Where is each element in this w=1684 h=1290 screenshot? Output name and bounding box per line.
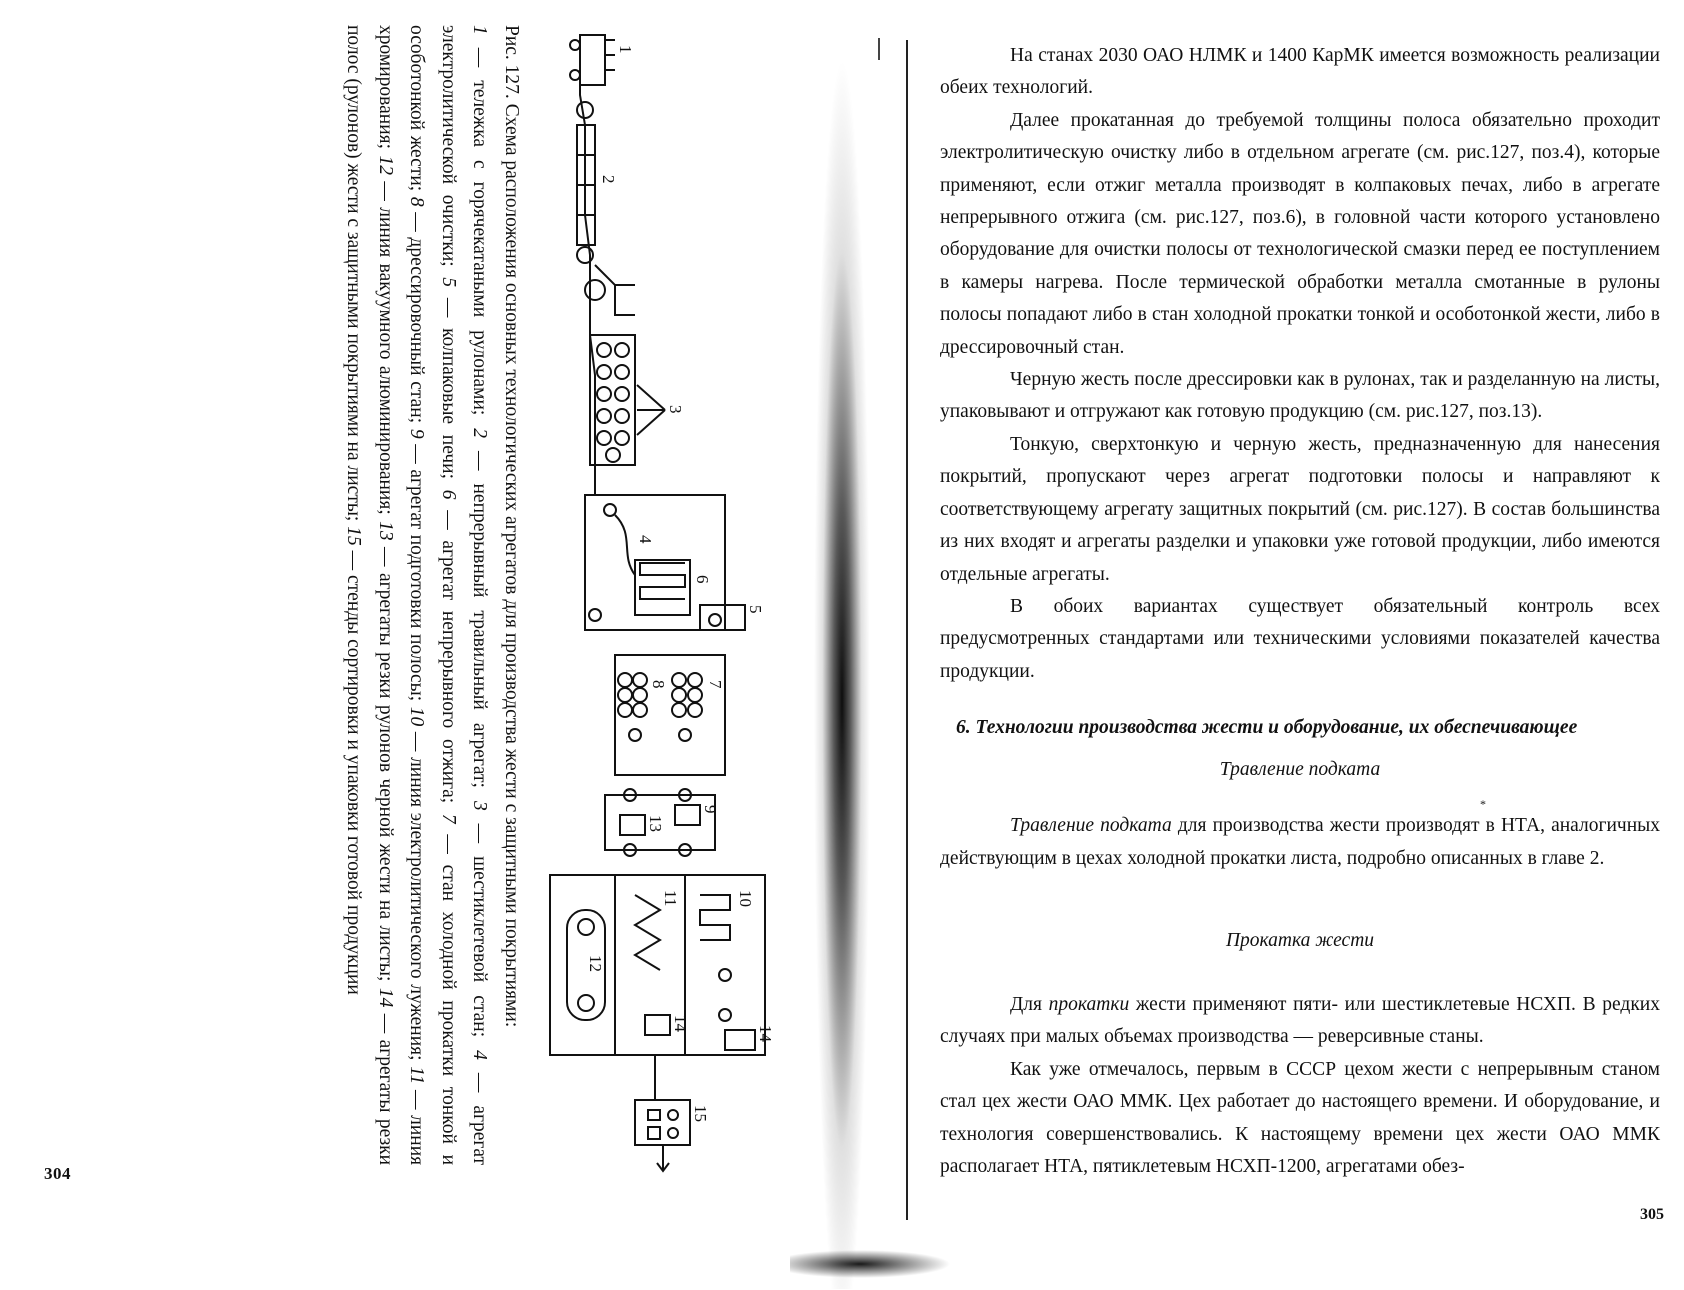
legend-text-6: агрегат непрерывного отжига; [437, 540, 459, 804]
section-heading: 6. Технологии производства жести и оборудование, их обеспечивающее [956, 717, 1578, 739]
paragraph-8: Как уже отмечалось, первым в СССР цехом жести с непрерывным станом стал цех жести ОАО ММК. Цех работает до настоящего времени. И оборудование, и технология совершенствовались. К настоящему времени цех жести ОАО ММК располагает НТА, пятиклетевым НСХП-1200, агрегатами обез- [940, 1058, 1660, 1177]
callout-1: 1 [616, 45, 635, 54]
paragraph-1: На станах 2030 ОАО НЛМК и 1400 КарМК имеется возможность реализации обеих технологий. [940, 45, 1660, 99]
legend-text-4: агрегат электролитической очистки; [437, 25, 491, 1166]
figure-127 [315, 15, 785, 1175]
paragraph-7 [940, 989, 1660, 1054]
legend-num-9: 9 [406, 428, 428, 439]
legend-num-2: 2 [469, 428, 491, 439]
legend-num-15: 15 [343, 526, 365, 546]
unit-3-six-stand-mill [590, 335, 665, 465]
legend-text-15: стенды сортировки и упаковки готовой продукции [343, 574, 365, 995]
legend-num-4: 4 [469, 1050, 491, 1060]
callout-7: 7 [706, 680, 725, 689]
legend-num-1: 1 [469, 25, 491, 35]
legend-num-13: 13 [374, 521, 396, 541]
legend-text-2: непрерывный травильный агрегат; [469, 483, 491, 788]
flow-line-main [580, 35, 595, 495]
paragraph-2: Далее прокатанная до требуемой толщины полоса обязательно проходит электролитическую очистку либо в отдельном агрегате (см. рис.127, поз.4), которые применяют, если отжиг металла производят в колпаковых печах, либо в агрегате непрерывного отжига (см. рис.127, поз.6), в головной части которого установлено оборудование для очистки полосы от технологической смазки перед ее поступлением в камеры нагрева. После термической обработки металла смотанные в рулоны полосы попадают либо в стан холодной прокатки тонкой и особотонкой жести, либо в дрессировочный стан. [940, 109, 1660, 358]
legend-text-10: линия электролитического лужения; [406, 757, 428, 1061]
paragraph-7-lead: Для [1010, 993, 1049, 1015]
legend-text-5: колпаковые печи; [437, 328, 459, 480]
legend-text-1: тележка с горячекатаными рулонами; [469, 80, 491, 416]
legend-text-14: агрегаты резки полос (рулонов) жести с защитными покрытиями на листы; [343, 25, 396, 1166]
callout-10: 10 [736, 890, 755, 907]
callout-4: 4 [636, 535, 655, 544]
legend-num-3: 3 [469, 800, 491, 811]
units-4-5-6-cleaning-annealing [585, 495, 745, 630]
spacer [940, 875, 1660, 915]
gutter-shadow [780, 0, 890, 1289]
paragraph-6-text: для производства жести производят в НТА, аналогичных действующим в цехах холодной прокатки листа, подробно описанных в главе 2. [940, 815, 1660, 869]
paragraph-5: В обоих вариантах существует обязательный контроль всех предусмотренных стандартами или техническими условиями показателей качества продукции. [940, 595, 1660, 682]
legend-text-13: агрегаты резки рулонов черной жести на листы; [374, 572, 396, 982]
legend-text-11: линия хромирования; [374, 25, 428, 1166]
stray-mark-glyph: * [1480, 797, 1486, 812]
right-page [940, 40, 1660, 1280]
callout-11: 11 [661, 890, 680, 907]
units-7-8-mills [615, 655, 725, 775]
callout-6: 6 [693, 575, 712, 584]
legend-num-5: 5 [437, 277, 459, 288]
legend-text-12: линия вакуумного алюминирования; [374, 207, 396, 515]
page-number-left: 304 [44, 1164, 71, 1183]
paragraph-7-term: прокатки [1048, 993, 1130, 1015]
gutter-mark [878, 38, 880, 60]
paragraph-6 [940, 810, 1660, 875]
figure-label: Рис. 127. [501, 25, 522, 99]
callout-3: 3 [666, 405, 685, 414]
figure-legend: 1 — тележка с горячекатаными рулонами; 2 — непрерывный травильный агрегат; 3 — шестиклетевой стан; 4 — агрегат электролитической очистки; 5 — колпаковые печи; 6 — агрегат непрерывного отжига; 7 — стан холодной прокатки тонкой и особотонкой жести; 8 — дрессировочный стан; 9 — агрегат подготовки полосы; 10 — линия электролитического лужения; 11 — линия хромирования; 12 — линия вакуумного алюминирования; 13 — агрегаты резки рулонов черной жести на листы; 14 — агрегаты резки полос (рулонов) жести с защитными покрытиями на листы; 15 — стенды сортировки и упаковки готовой продукции [343, 25, 491, 1166]
paragraph-6-term: Травление подката [1010, 815, 1172, 837]
legend-num-10: 10 [406, 706, 428, 727]
legend-num-6: 6 [437, 489, 459, 500]
unit-15-packing-stands [635, 1055, 690, 1171]
callout-13: 13 [646, 815, 665, 832]
stray-mark [940, 786, 1660, 810]
callout-8: 8 [649, 680, 668, 689]
legend-num-12: 12 [374, 155, 396, 175]
unit-1-coil-cart [570, 35, 615, 85]
callout-2: 2 [599, 175, 618, 184]
subheading-pickling: Травление подката [1219, 759, 1381, 781]
paragraph-4: Тонкую, сверхтонкую и черную жесть, предназначенную для нанесения покрытий, пропускают через агрегат подготовки полосы и направляют к соответствующему агрегату защитных покрытий (см. рис.127). В состав большинства из них входят и агрегаты разделки и упаковки уже готовой продукции, либо имеются отдельные агрегаты. [940, 433, 1660, 585]
process-layout-diagram [535, 15, 785, 1175]
legend-num-8: 8 [406, 196, 428, 207]
legend-num-7: 7 [437, 813, 459, 824]
spacer [940, 957, 1660, 989]
legend-num-14: 14 [374, 987, 396, 1008]
paragraph-7-text: жести применяют пяти- или шестиклетевые НСХП. В редких случаях при малых объемах производства — реверсивные станы. [940, 993, 1660, 1048]
page-edge-line [906, 40, 908, 1220]
paragraph-3: Черную жесть после дрессировки как в рулонах, так и разделанную на листы, упаковывают и отгружают как готовую продукцию (см. рис.127, поз.13). [940, 369, 1660, 423]
figure-title: Схема расположения основных технологических агрегатов для производства жести с защитными покрытиями: [501, 103, 522, 1028]
page-number-right: 305 [1640, 1206, 1664, 1223]
legend-text-3: шестиклетевой стан; [469, 856, 491, 1038]
subheading-rolling: Прокатка жести [1225, 929, 1375, 951]
callout-14a: 14 [756, 1025, 775, 1042]
legend-text-9: агрегат подготовки полосы; [406, 469, 428, 702]
callout-15: 15 [691, 1105, 710, 1122]
units-10-11-12-14-coating-lines [550, 875, 765, 1055]
callout-12: 12 [586, 955, 605, 972]
callout-14b: 14 [671, 1015, 690, 1032]
figure-caption [337, 25, 527, 1165]
legend-text-7: стан холодной прокатки тонкой и особотонкой жести; [406, 25, 459, 1166]
callout-9: 9 [701, 805, 720, 814]
caption-title-line [495, 25, 527, 1165]
callout-5: 5 [746, 605, 765, 614]
legend-text-8: дрессировочный стан; [406, 237, 428, 424]
legend-num-11: 11 [406, 1066, 428, 1085]
